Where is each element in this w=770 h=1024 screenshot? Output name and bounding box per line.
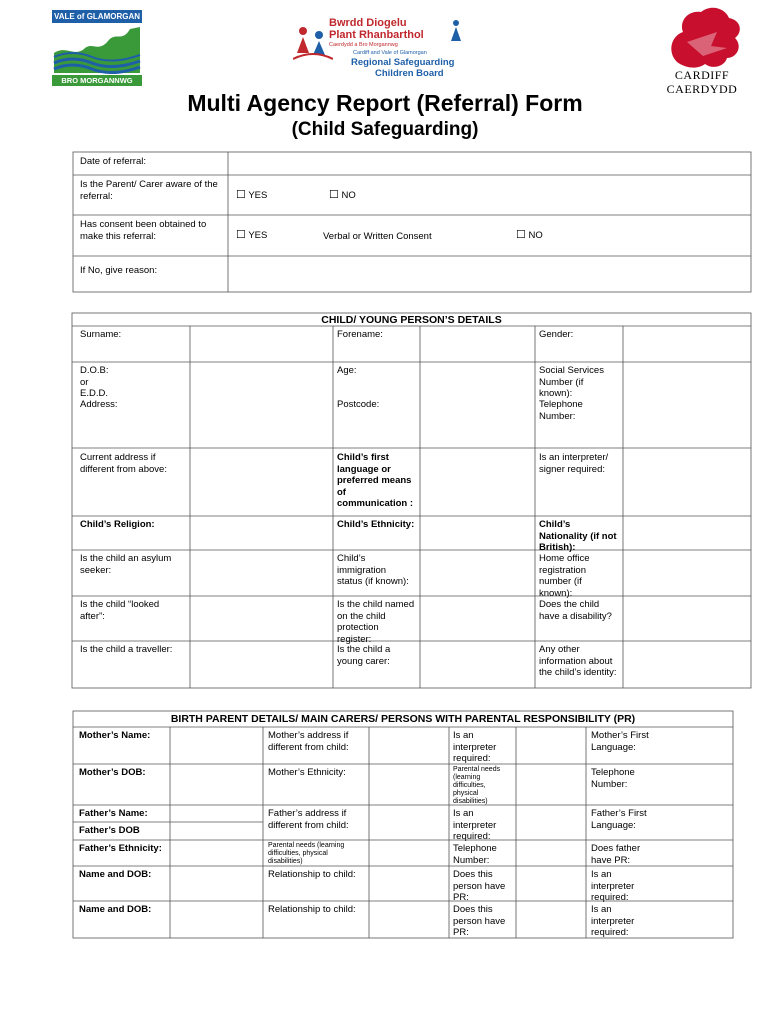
no-reason-field[interactable]	[230, 258, 749, 290]
telephone-label: Telephone Number:	[539, 399, 583, 422]
interpreter-label: Is an interpreter/ signer required:	[539, 452, 609, 475]
mother-name-field[interactable]	[171, 728, 262, 763]
looked-after-field[interactable]	[191, 597, 332, 640]
page-subtitle: (Child Safeguarding)	[291, 119, 479, 140]
yes-label: YES	[248, 190, 268, 201]
consent-no-option[interactable]	[516, 230, 543, 242]
asylum-field[interactable]	[191, 551, 332, 595]
father-pr-field[interactable]	[660, 841, 732, 865]
mother-interpreter-label: Is an interpreter required:	[453, 730, 497, 764]
no-label: NO	[341, 190, 356, 201]
father-ethnicity-label: Father’s Ethnicity:	[79, 843, 162, 854]
address-label: Address:	[80, 399, 118, 410]
ss-telephone-field[interactable]	[624, 363, 750, 447]
asylum-label: Is the child an asylum seeker:	[80, 553, 172, 576]
first-language-label: Child’s first language or preferred means of communication :	[337, 452, 414, 509]
father-phone-field[interactable]	[517, 841, 585, 865]
parent-aware-yes-option[interactable]	[236, 190, 267, 202]
disability-field[interactable]	[624, 597, 750, 640]
cp-register-field[interactable]	[421, 597, 534, 640]
age-label: Age:	[337, 365, 357, 376]
mother-needs-label: Parental needs (learning difficulties, physical disabilities)	[453, 766, 501, 805]
dob-label: D.O.B: or E.D.D.	[80, 365, 109, 399]
father-phone-label: Telephone Number:	[453, 843, 497, 866]
father-name-label: Father’s Name:	[79, 808, 148, 819]
mother-dob-label: Mother’s DOB:	[79, 767, 146, 778]
mother-interpreter-field[interactable]	[517, 728, 585, 763]
checkbox-icon[interactable]: ☐	[236, 229, 246, 241]
vale-of-glamorgan-logo	[52, 10, 142, 86]
board-english-line2: Regional Safeguarding	[351, 57, 455, 68]
vale-logo-bottom-text: BRO MORGANNWG	[52, 75, 142, 86]
no-reason-label: If No, give reason:	[80, 265, 158, 276]
other-name-dob-label-1: Name and DOB:	[79, 869, 152, 880]
father-dob-label: Father’s DOB	[79, 825, 140, 836]
mother-dob-field[interactable]	[171, 765, 262, 804]
mother-address-field[interactable]	[370, 728, 448, 763]
no-label: NO	[528, 230, 543, 241]
consent-yes-option[interactable]	[236, 230, 267, 242]
religion-field[interactable]	[191, 517, 332, 549]
nationality-label: Child’s Nationality (if not British):	[539, 519, 617, 553]
relationship-label-1: Relationship to child:	[268, 869, 356, 880]
father-pr-label: Does father have PR:	[591, 843, 641, 866]
consent-label: Has consent been obtained to make this referral:	[80, 219, 207, 242]
consent-type-text: Verbal or Written Consent	[323, 231, 432, 242]
ethnicity-field[interactable]	[421, 517, 534, 549]
father-interpreter-label: Is an interpreter required:	[453, 808, 497, 842]
other-name-dob-field-1[interactable]	[171, 867, 262, 900]
checkbox-icon[interactable]: ☐	[236, 189, 246, 201]
page-title: Multi Agency Report (Referral) Form	[187, 90, 583, 116]
board-welsh-line3: Caerdydd a Bro Morgannwg	[329, 42, 398, 48]
dob-address-field[interactable]	[191, 363, 332, 447]
other-info-field[interactable]	[624, 642, 750, 687]
interpreter-field[interactable]	[624, 449, 750, 515]
home-office-field[interactable]	[624, 551, 750, 595]
disability-label: Does the child have a disability?	[539, 599, 612, 622]
nationality-field[interactable]	[624, 517, 750, 549]
cardiff-text: CARDIFF	[674, 68, 730, 82]
religion-label: Child’s Religion:	[80, 519, 155, 530]
regional-safeguarding-board-logo	[293, 5, 483, 77]
home-office-label: Home office registration number (if known):	[539, 553, 590, 599]
other-name-dob-field-2[interactable]	[171, 902, 262, 937]
immigration-label: Child’s immigration status (if known):	[337, 553, 409, 587]
mother-language-label: Mother’s First Language:	[591, 730, 649, 753]
interpreter-label-1: Is an interpreter required:	[591, 869, 635, 903]
father-language-label: Father’s First Language:	[591, 808, 647, 831]
other-info-label: Any other information about the child’s identity:	[539, 644, 617, 678]
mother-address-label: Mother’s address if different from child:	[268, 730, 349, 753]
pr-field-1[interactable]	[517, 867, 585, 900]
father-needs-field[interactable]	[370, 841, 448, 865]
current-address-label: Current address if different from above:	[80, 452, 167, 475]
cardiff-council-logo	[657, 2, 747, 100]
pr-label-2: Does this person have PR:	[453, 904, 506, 938]
father-dob-field[interactable]	[171, 823, 262, 839]
yes-label: YES	[248, 230, 268, 241]
date-of-referral-field[interactable]	[230, 154, 749, 173]
children-figures-icon	[293, 23, 333, 73]
caerdydd-text: CAERDYDD	[666, 82, 738, 96]
mother-needs-field[interactable]	[517, 765, 585, 804]
immigration-field[interactable]	[421, 551, 534, 595]
first-language-field[interactable]	[421, 449, 534, 515]
board-english-line3: Children Board	[375, 68, 444, 79]
postcode-label: Postcode:	[337, 399, 380, 410]
board-english-line1: Cardiff and Vale of Glamorgan	[353, 50, 427, 56]
gender-field[interactable]	[624, 327, 750, 361]
relationship-label-2: Relationship to child:	[268, 904, 356, 915]
father-language-field[interactable]	[660, 806, 732, 839]
interpreter-field-2[interactable]	[660, 902, 732, 937]
father-address-field[interactable]	[370, 806, 448, 839]
parent-aware-no-option[interactable]	[329, 190, 356, 202]
interpreter-field-1[interactable]	[660, 867, 732, 900]
young-carer-label: Is the child a young carer:	[337, 644, 391, 667]
forename-label: Forename:	[337, 329, 383, 340]
ethnicity-label: Child’s Ethnicity:	[337, 519, 415, 530]
surname-field[interactable]	[191, 327, 332, 361]
pr-label-1: Does this person have PR:	[453, 869, 506, 903]
date-of-referral-label: Date of referral:	[80, 156, 146, 167]
ss-number-label: Social Services Number (if known):	[539, 365, 604, 399]
father-name-field[interactable]	[171, 806, 262, 821]
checkbox-icon[interactable]: ☐	[516, 229, 526, 241]
father-address-label: Father’s address if different from child:	[268, 808, 349, 831]
welsh-dragon-icon	[657, 2, 747, 72]
relationship-field-2[interactable]	[370, 902, 448, 937]
young-carer-field[interactable]	[421, 642, 534, 687]
traveller-label: Is the child a traveller:	[80, 644, 173, 655]
mother-phone-field[interactable]	[660, 765, 732, 804]
mother-language-field[interactable]	[660, 728, 732, 763]
father-ethnicity-field[interactable]	[171, 841, 262, 865]
parents-section-title: BIRTH PARENT DETAILS/ MAIN CARERS/ PERSONS WITH PARENTAL RESPONSIBILITY (PR)	[170, 713, 636, 725]
pr-field-2[interactable]	[517, 902, 585, 937]
forename-field[interactable]	[421, 327, 534, 361]
mother-ethnicity-label: Mother’s Ethnicity:	[268, 767, 346, 778]
father-needs-label: Parental needs (learning difficulties, physical disabilities)	[268, 842, 345, 865]
current-address-field[interactable]	[191, 449, 332, 515]
child-section-title: CHILD/ YOUNG PERSON’S DETAILS	[321, 314, 502, 326]
surname-label: Surname:	[80, 329, 122, 340]
parent-aware-label: Is the Parent/ Carer aware of the referral:	[80, 179, 218, 202]
mother-name-label: Mother’s Name:	[79, 730, 151, 741]
vale-logo-graphic	[52, 23, 142, 75]
mother-phone-label: Telephone Number:	[591, 767, 635, 790]
board-welsh-line2: Plant Rhanbarthol	[329, 29, 424, 41]
interpreter-label-2: Is an interpreter required:	[591, 904, 635, 938]
looked-after-label: Is the child “looked after”:	[80, 599, 160, 622]
other-name-dob-label-2: Name and DOB:	[79, 904, 152, 915]
traveller-field[interactable]	[191, 642, 332, 687]
person-figure-icon	[449, 19, 463, 43]
gender-label: Gender:	[539, 329, 574, 340]
vale-logo-top-text: VALE of GLAMORGAN	[53, 12, 141, 21]
cp-register-label: Is the child named on the child protection register:	[337, 599, 415, 645]
age-postcode-field[interactable]	[421, 363, 534, 447]
checkbox-icon[interactable]: ☐	[329, 189, 339, 201]
father-interpreter-field[interactable]	[517, 806, 585, 839]
board-welsh-line1: Bwrdd Diogelu	[329, 17, 407, 29]
mother-ethnicity-field[interactable]	[370, 765, 448, 804]
relationship-field-1[interactable]	[370, 867, 448, 900]
